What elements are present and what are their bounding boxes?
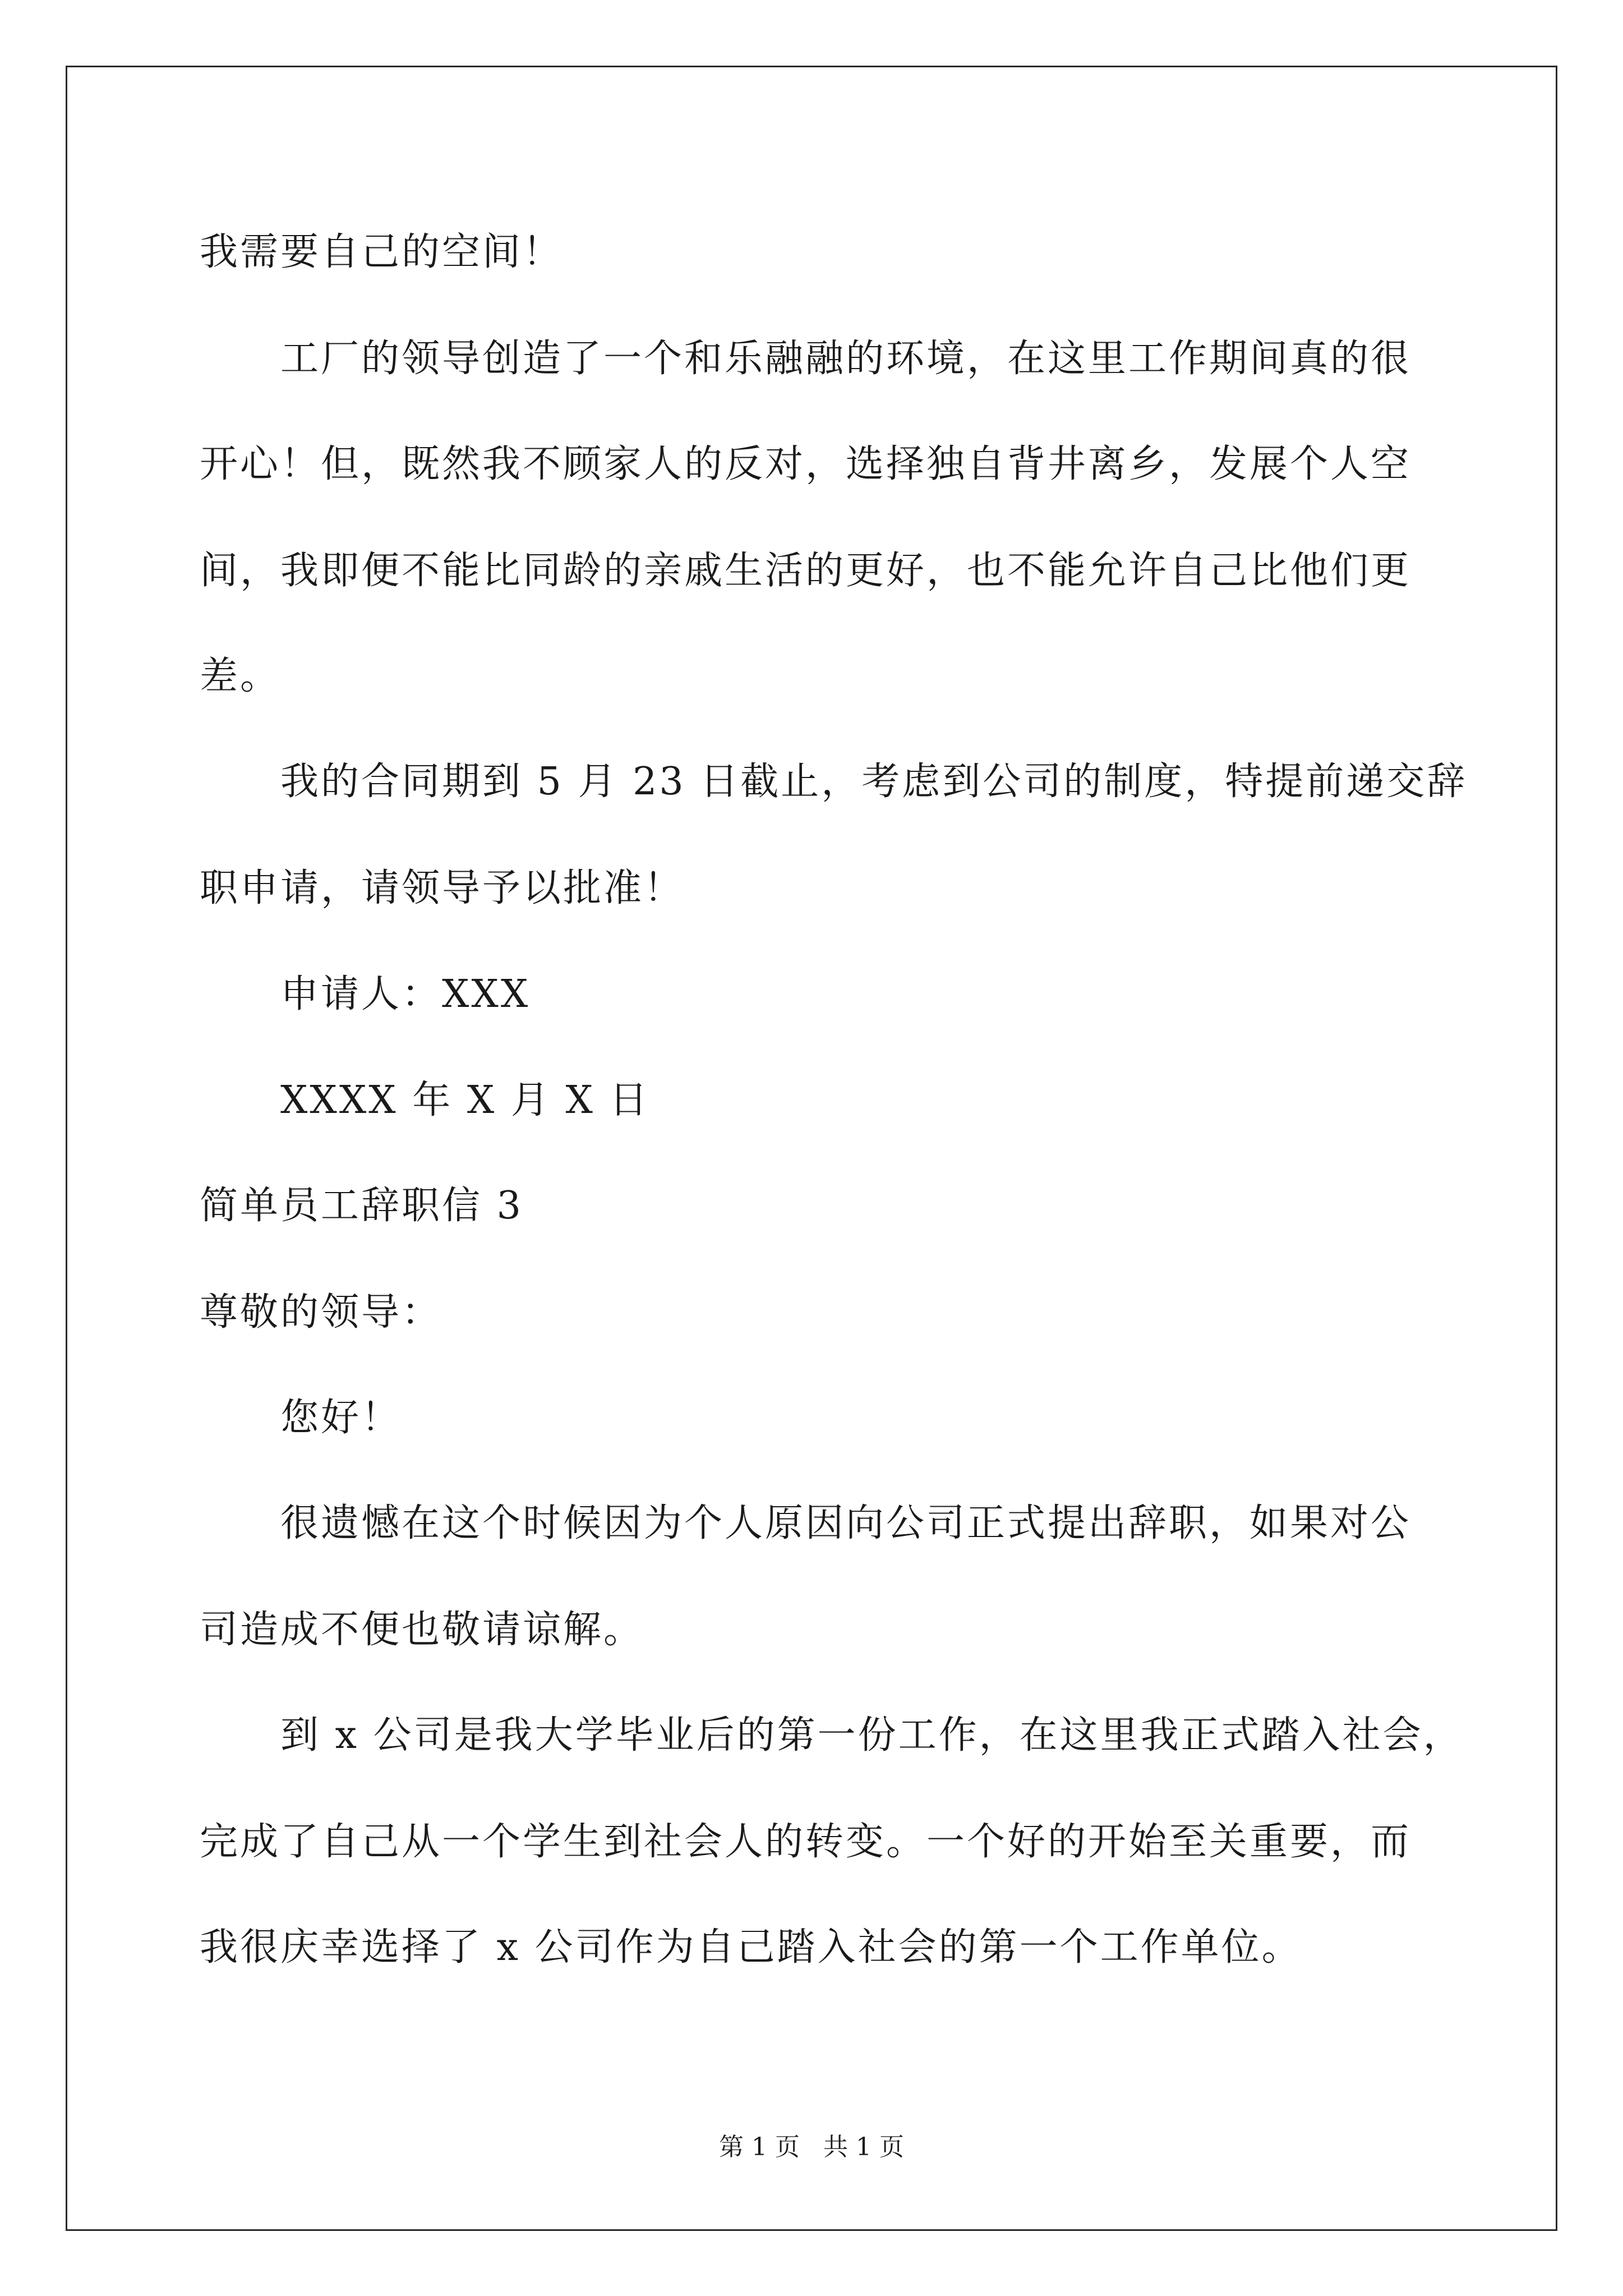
date-line: XXXX 年 X 月 X 日 (280, 1078, 650, 1122)
paragraph-first-line: 工厂的领导创造了一个和乐融融的环境，在这里工作期间真的很 (280, 337, 1412, 381)
page-number-footer: 第 1 页 共 1 页 (719, 2133, 904, 2161)
page-border (66, 66, 1557, 2231)
text-line: 间，我即便不能比同龄的亲戚生活的更好，也不能允许自己比他们更 (200, 549, 1412, 593)
applicant-line: 申请人：XXX (280, 972, 531, 1016)
text-line: 我需要自己的空间！ (200, 230, 564, 274)
paragraph-first-line: 到 x 公司是我大学毕业后的第一份工作，在这里我正式踏入社会， (280, 1713, 1464, 1757)
text-line: 职申请，请领导予以批准！ (200, 866, 685, 910)
text-line: 开心！但，既然我不顾家人的反对，选择独自背井离乡，发展个人空 (200, 442, 1412, 486)
section-heading: 简单员工辞职信 3 (200, 1184, 523, 1228)
text-line: 差。 (200, 654, 281, 698)
paragraph-first-line: 很遗憾在这个时候因为个人原因向公司正式提出辞职，如果对公 (280, 1501, 1412, 1545)
text-line: 司造成不便也敬请谅解。 (200, 1608, 644, 1652)
text-line: 我很庆幸选择了 x 公司作为自己踏入社会的第一个工作单位。 (200, 1925, 1302, 1970)
salutation: 尊敬的领导： (200, 1290, 442, 1335)
greeting: 您好！ (280, 1396, 402, 1440)
text-line: 完成了自己从一个学生到社会人的转变。一个好的开始至关重要，而 (200, 1820, 1412, 1864)
paragraph-first-line: 我的合同期到 5 月 23 日截止，考虑到公司的制度，特提前递交辞 (280, 760, 1468, 804)
